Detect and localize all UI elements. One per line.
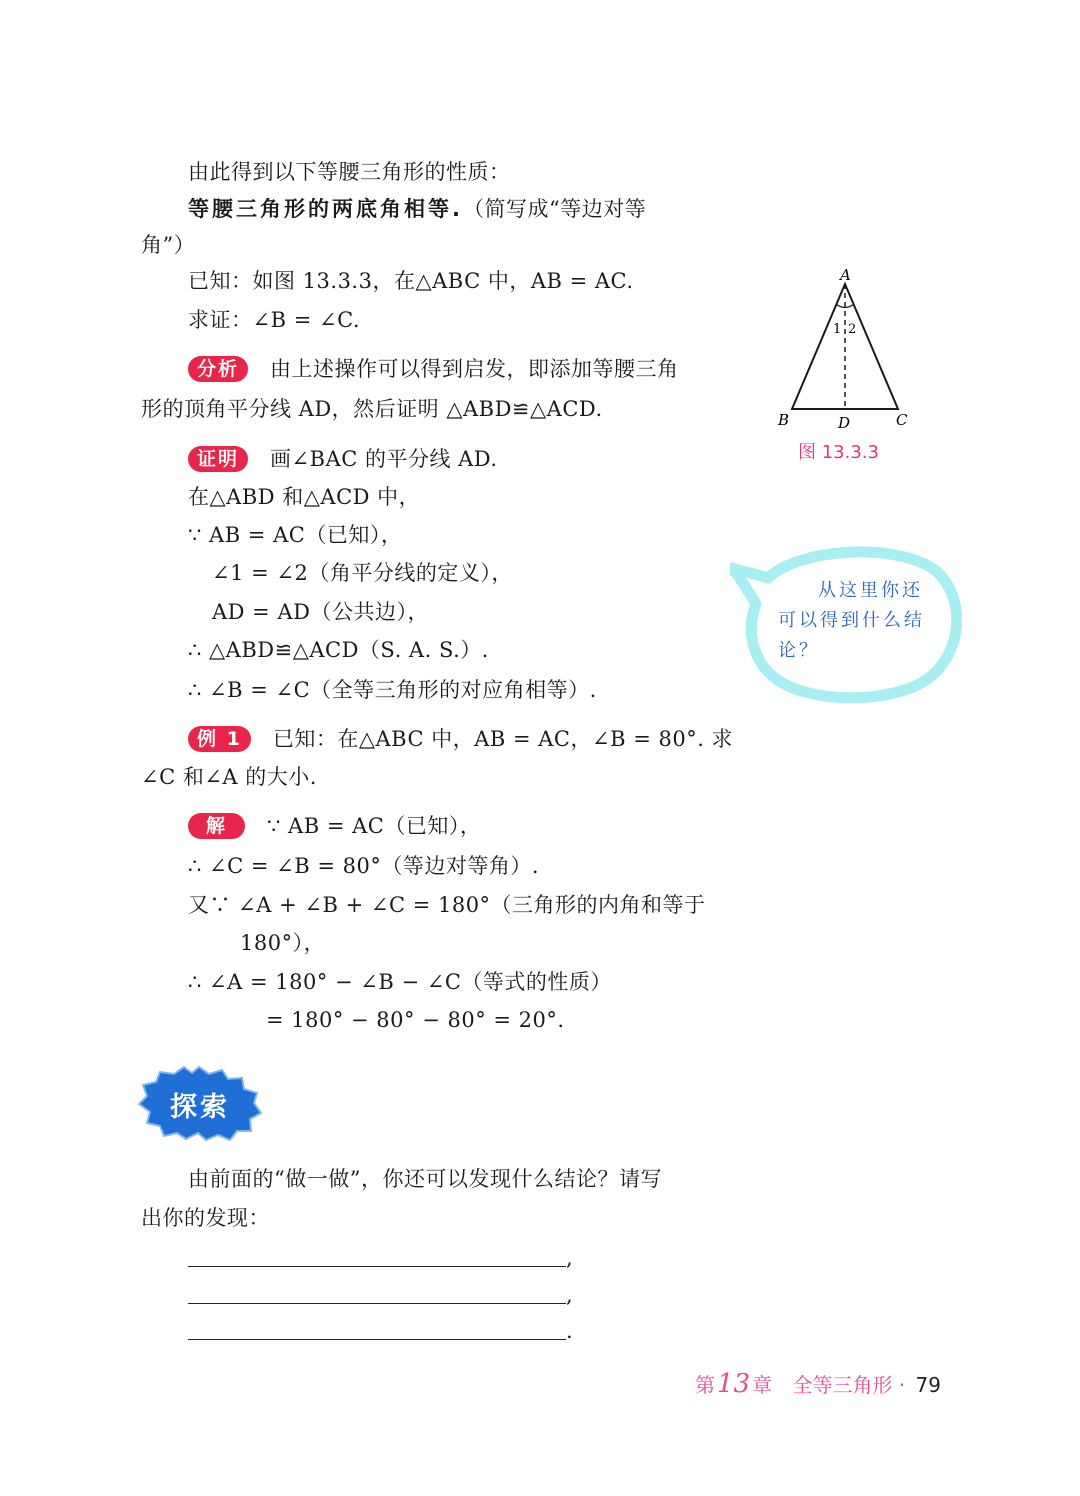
label-C: C [896, 411, 908, 429]
bubble-line: 可以得到什么结 [778, 610, 925, 631]
chapter-title: 全等三角形 · [792, 1373, 906, 1397]
label-A: A [840, 266, 851, 284]
example-line-2: ∠C 和∠A 的大小. [141, 765, 317, 789]
analysis-line-2: 形的顶角平分线 AD，然后证明 △ABD≌△ACD. [141, 397, 603, 421]
prove-text: 求证：∠B = ∠C. [188, 308, 361, 332]
label-B: B [778, 411, 790, 429]
example-line-1 [188, 724, 733, 754]
blank-punct: , [566, 1283, 573, 1307]
figure-caption: 图 13.3.3 [798, 442, 879, 463]
solution-text-1: ∵ AB = AC（已知）， [267, 814, 482, 838]
analysis-tag: 分析 [188, 356, 248, 382]
triangle-figure [770, 262, 920, 432]
answer-blank[interactable] [188, 1303, 566, 1304]
analysis-text-1: 由上述操作可以得到启发，即添加等腰三角 [270, 357, 679, 381]
angle-1-label: 1 [833, 322, 842, 337]
proof-step: 在△ABD 和△ACD 中， [188, 485, 421, 509]
example-text-1: 已知：在△ABC 中，AB = AC，∠B = 80°. 求 [272, 727, 734, 751]
solution-step: 180°）， [240, 931, 326, 955]
theorem-bold: 等腰三角形的两底角相等. [188, 197, 463, 221]
solution-step: ∴ ∠A = 180° − ∠B − ∠C（等式的性质） [188, 970, 612, 994]
chapter-number: 13 [717, 1369, 751, 1399]
theorem-note-cont: 角”） [141, 233, 196, 257]
page-number: 79 [915, 1373, 941, 1397]
example-tag: 例 1 [188, 726, 251, 752]
solution-step: 又∵ ∠A + ∠B + ∠C = 180°（三角形的内角和等于 [188, 893, 706, 917]
answer-blank[interactable] [188, 1339, 566, 1340]
proof-step: ∠1 = ∠2（角平分线的定义）， [212, 561, 513, 585]
analysis-line-1 [188, 354, 679, 384]
blank-punct: , [566, 1246, 573, 1270]
bubble-line: 论？ [778, 640, 820, 661]
blank-punct: . [566, 1319, 573, 1343]
proof-step: ∴ △ABD≌△ACD（S. A. S.）. [188, 638, 489, 662]
solution-step: ∴ ∠C = ∠B = 80°（等边对等角）. [188, 854, 540, 878]
theorem-line [188, 194, 646, 224]
explore-line-2: 出你的发现： [141, 1206, 270, 1230]
proof-step: ∴ ∠B = ∠C（全等三角形的对应角相等）. [188, 678, 597, 702]
explore-line-1: 由前面的“做一做”，你还可以发现什么结论？请写 [188, 1167, 662, 1191]
solution-step: = 180° − 80° − 80° = 20°. [266, 1008, 565, 1032]
explore-label: 探索 [170, 1092, 230, 1123]
solution-tag: 解 [188, 813, 245, 839]
proof-line-1 [188, 444, 498, 474]
answer-blank[interactable] [188, 1266, 566, 1267]
chapter-suffix: 章 [752, 1373, 773, 1397]
proof-step: AD = AD（公共边）， [212, 600, 429, 624]
label-D: D [838, 414, 851, 432]
proof-step: ∵ AB = AC（已知）， [188, 523, 403, 547]
intro-text: 由此得到以下等腰三角形的性质： [188, 160, 511, 184]
bubble-line: 从这里你还 [818, 580, 923, 601]
theorem-note: （简写成“等边对等 [462, 197, 647, 221]
angle-2-label: 2 [848, 322, 857, 337]
solution-line-1 [188, 811, 481, 841]
page-footer [695, 1369, 941, 1399]
given-text: 已知：如图 13.3.3，在△ABC 中，AB = AC. [188, 269, 634, 293]
chapter-prefix: 第 [695, 1373, 715, 1397]
proof-text-1: 画∠BAC 的平分线 AD. [270, 447, 498, 471]
proof-tag: 证明 [188, 446, 248, 472]
